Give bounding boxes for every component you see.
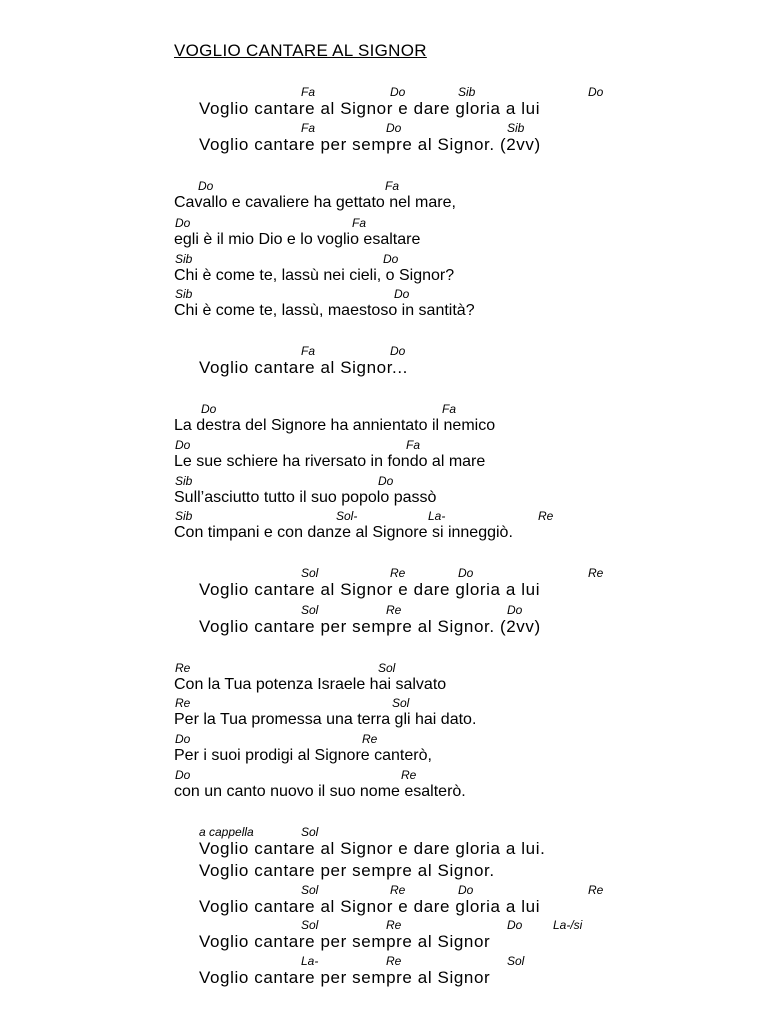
chord-label: Sol- <box>336 509 358 523</box>
chord-label: Re <box>386 954 402 968</box>
chord-label: Do <box>175 216 191 230</box>
lyric-line: La destra del Signore ha annientato il nemico <box>174 417 496 434</box>
song-title: VOGLIO CANTARE AL SIGNOR <box>174 41 427 60</box>
chord-label: Do <box>175 732 191 746</box>
lyric-line: Chi è come te, lassù, maestoso in santità? <box>174 302 475 319</box>
lyric-line: Voglio cantare per sempre al Signor. <box>199 861 495 880</box>
chord-label: Re <box>175 696 191 710</box>
lyric-line: Le sue schiere ha riversato in fondo al mare <box>174 453 486 470</box>
chord-label: Do <box>386 121 402 135</box>
chord-label: Do <box>390 85 406 99</box>
chord-label: Sol <box>392 696 410 710</box>
chord-label: Sol <box>507 954 525 968</box>
lyric-line: Sull’asciutto tutto il suo popolo passò <box>174 489 437 506</box>
chord-label: Re <box>390 566 406 580</box>
chord-label: Re <box>386 918 402 932</box>
chord-label: Do <box>458 566 474 580</box>
lyric-line: Voglio cantare al Signor e dare gloria a lui <box>199 99 541 118</box>
lyric-line: Voglio cantare al Signor e dare gloria a lui. <box>199 839 546 858</box>
chord-label: La- <box>301 954 319 968</box>
chord-label: Fa <box>301 85 316 99</box>
chord-label: Fa <box>301 344 316 358</box>
chord-label: a cappella <box>199 825 254 839</box>
lyric-line: Voglio cantare al Signor... <box>199 358 408 377</box>
chord-label: Fa <box>301 121 316 135</box>
chord-label: La-/si <box>553 918 583 932</box>
chord-label: Do <box>394 287 410 301</box>
chord-label: Do <box>175 768 191 782</box>
chord-label: Fa <box>385 179 400 193</box>
chord-label: Re <box>386 603 402 617</box>
chord-label: Fa <box>406 438 421 452</box>
lyric-line: Per i suoi prodigi al Signore canterò, <box>174 747 432 764</box>
lyric-line: Voglio cantare per sempre al Signor <box>199 932 491 951</box>
lyric-line: Per la Tua promessa una terra gli hai dato. <box>174 711 477 728</box>
chord-label: Fa <box>442 402 457 416</box>
chord-label: Sol <box>301 918 319 932</box>
chord-label: Re <box>538 509 554 523</box>
chord-label: Sib <box>458 85 476 99</box>
chord-label: Do <box>198 179 214 193</box>
lyric-line: Con timpani e con danze al Signore si inneggiò. <box>174 524 513 541</box>
lyric-line: Voglio cantare per sempre al Signor. (2vv) <box>199 617 541 636</box>
lyric-line: con un canto nuovo il suo nome esalterò. <box>174 783 466 800</box>
chord-label: Do <box>507 918 523 932</box>
lyric-line: Chi è come te, lassù nei cieli, o Signor? <box>174 267 455 284</box>
chord-label: Sib <box>175 509 193 523</box>
chord-label: Sib <box>507 121 525 135</box>
chord-label: Do <box>175 438 191 452</box>
chord-label: Sol <box>301 825 319 839</box>
lyric-line: Voglio cantare al Signor e dare gloria a lui <box>199 897 541 916</box>
chord-label: Fa <box>352 216 367 230</box>
chord-label: Sol <box>378 661 396 675</box>
chord-label: Do <box>390 344 406 358</box>
chord-label: Sib <box>175 252 193 266</box>
lyric-line: egli è il mio Dio e lo voglio esaltare <box>174 231 421 248</box>
chord-label: Sol <box>301 883 319 897</box>
lyric-line: Voglio cantare al Signor e dare gloria a lui <box>199 580 541 599</box>
chord-label: Sol <box>301 566 319 580</box>
chord-label: Re <box>175 661 191 675</box>
chord-label: Re <box>588 566 604 580</box>
lyric-line: Con la Tua potenza Israele hai salvato <box>174 676 447 693</box>
chord-label: Sib <box>175 474 193 488</box>
chord-label: Sol <box>301 603 319 617</box>
chord-label: Do <box>383 252 399 266</box>
chord-label: Re <box>390 883 406 897</box>
chord-label: Re <box>588 883 604 897</box>
lyric-line: Voglio cantare per sempre al Signor <box>199 968 491 987</box>
chord-label: Do <box>201 402 217 416</box>
chord-label: Do <box>378 474 394 488</box>
chord-label: Re <box>401 768 417 782</box>
chord-label: La- <box>428 509 446 523</box>
lyric-line: Cavallo e cavaliere ha gettato nel mare, <box>174 194 456 211</box>
chord-label: Do <box>507 603 523 617</box>
chord-label: Do <box>588 85 604 99</box>
chord-label: Do <box>458 883 474 897</box>
chord-label: Re <box>362 732 378 746</box>
chord-label: Sib <box>175 287 193 301</box>
lyric-line: Voglio cantare per sempre al Signor. (2vv) <box>199 135 541 154</box>
